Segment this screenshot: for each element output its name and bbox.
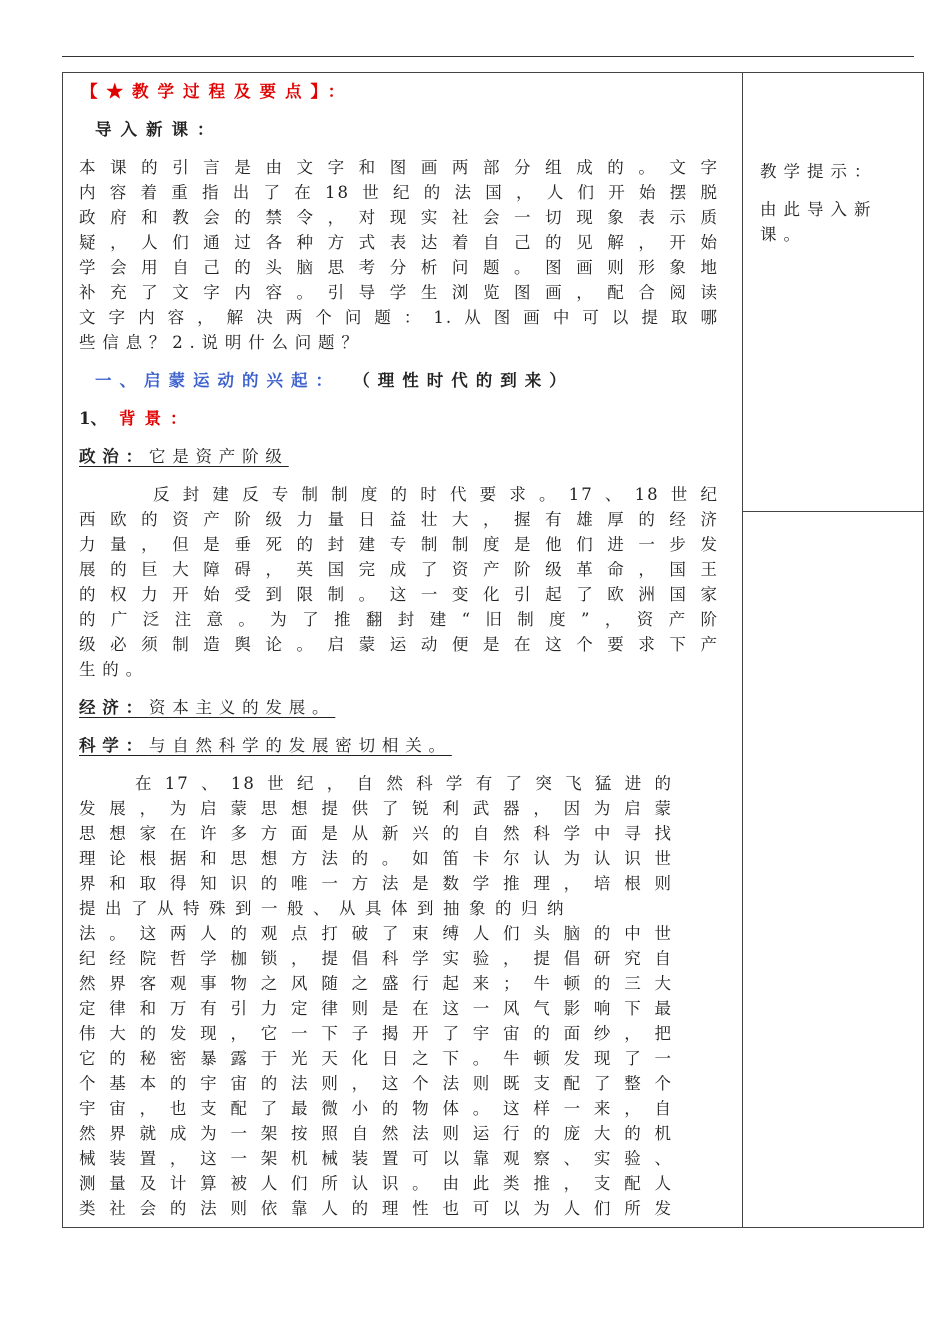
text-line: 然界就成为一架按照自然法则运行的庞大的机 <box>79 1124 673 1143</box>
tip-text: 由此导入新 <box>760 200 878 219</box>
column-divider <box>742 73 743 1227</box>
side-row-divider <box>742 511 923 512</box>
text-line: 定律和万有引力定律则是在这一风气影响下最 <box>79 999 673 1018</box>
text-line: 测量及计算被人们所认识。由此类推，支配人 <box>79 1174 673 1193</box>
text-line: 补充了文字内容。引导学生浏览图画，配合阅读 <box>79 283 719 302</box>
text-line: 思想家在许多方面是从新兴的自然科学中寻找 <box>79 824 673 843</box>
science-heading <box>79 733 719 758</box>
text-line: 然界客观事物之风随之盛行起来；牛顿的三大 <box>79 974 673 993</box>
text-line: 纪经院哲学枷锁，提倡科学实验，提倡研究自 <box>79 949 673 968</box>
text-line: 宇宙，也支配了最微小的物体。这样一来，自 <box>79 1099 673 1118</box>
main-column <box>79 79 719 1221</box>
text-line: 力量，但是垂死的封建专制制度是他们进一步发 <box>79 535 719 554</box>
section-title: 一、启蒙运动的兴起： <box>95 371 340 390</box>
text-line: 类社会的法则依靠人的理性也可以为人们所发 <box>79 1199 673 1218</box>
section-subtitle: （理性时代的到来） <box>353 371 574 390</box>
background-number: 1、 <box>79 409 107 428</box>
text-line: 发展，为启蒙思想提供了锐利武器，因为启蒙 <box>79 799 673 818</box>
text-line: 个基本的宇宙的法则，这个法则既支配了整个 <box>79 1074 673 1093</box>
header-rule <box>62 56 914 57</box>
text-line: 疑，人们通过各种方式表达着自己的见解，开始 <box>79 233 719 252</box>
economy-text: 资本主义的发展。 <box>148 698 336 717</box>
teaching-tip-column <box>760 159 910 247</box>
text-line: 的权力开始受到限制。这一变化引起了欧洲国家 <box>79 585 719 604</box>
text-line: 械装置，这一架机械装置可以靠观察、实验、 <box>79 1149 673 1168</box>
text-line: 在17、18世纪，自然科学有了突飞猛进的 <box>135 774 673 793</box>
text-line: 学会用自己的头脑思考分析问题。图画则形象地 <box>79 258 719 277</box>
politics-paragraph <box>79 482 719 682</box>
economy-label: 经济： <box>79 698 149 717</box>
politics-label: 政治： <box>79 447 149 466</box>
section-heading <box>79 368 719 393</box>
intro-paragraph <box>79 155 719 355</box>
text-line: 的广泛注意。为了推翻封建“旧制度”，资产阶 <box>79 610 719 629</box>
text-line: 理论根据和思想方法的。如笛卡尔认为认识世 <box>79 849 673 868</box>
intro-title: 导入新课： <box>95 120 223 139</box>
text-line: 提出了从特殊到一般、从具体到抽象的归纳 <box>79 899 573 918</box>
text-line: 政府和教会的禁令，对现实社会一切现象表示质 <box>79 208 719 227</box>
science-paragraph <box>79 771 673 1221</box>
text-line: 反封建反专制制度的时代要求。17、18世纪 <box>153 485 719 504</box>
text-line: 些信息？2.说明什么问题？ <box>79 333 365 352</box>
lesson-heading: 【★教学过程及要点】： <box>81 82 354 101</box>
text-line: 生的。 <box>79 660 149 679</box>
text-line: 它的秘密暴露于光天化日之下。牛顿发现了一 <box>79 1049 673 1068</box>
text-line: 内容着重指出了在18世纪的法国，人们开始摆脱 <box>79 183 719 202</box>
tip-text: 课。 <box>760 225 807 244</box>
politics-heading <box>79 444 719 469</box>
science-text: 与自然科学的发展密切相关。 <box>148 736 452 755</box>
text-line: 文字内容，解决两个问题：1.从图画中可以提取哪 <box>79 308 719 327</box>
background-label: 背景： <box>119 409 196 428</box>
lesson-table <box>62 72 924 1228</box>
text-line: 级必须制造舆论。启蒙运动便是在这个要求下产 <box>79 635 719 654</box>
background-heading <box>79 406 719 431</box>
text-line: 界和取得知识的唯一方法是数学推理，培根则 <box>79 874 673 893</box>
text-line: 本课的引言是由文字和图画两部分组成的。文字 <box>79 158 719 177</box>
text-line: 西欧的资产阶级力量日益壮大，握有雄厚的经济 <box>79 510 719 529</box>
text-line: 伟大的发现，它一下子揭开了宇宙的面纱，把 <box>79 1024 673 1043</box>
tip-title: 教学提示： <box>760 162 878 181</box>
text-line: 展的巨大障碍，英国完成了资产阶级革命，国王 <box>79 560 719 579</box>
science-label: 科学： <box>79 736 149 755</box>
text-line: 法。这两人的观点打破了束缚人们头脑的中世 <box>79 924 673 943</box>
politics-intro: 它是资产阶级 <box>148 447 289 466</box>
economy-heading <box>79 695 719 720</box>
